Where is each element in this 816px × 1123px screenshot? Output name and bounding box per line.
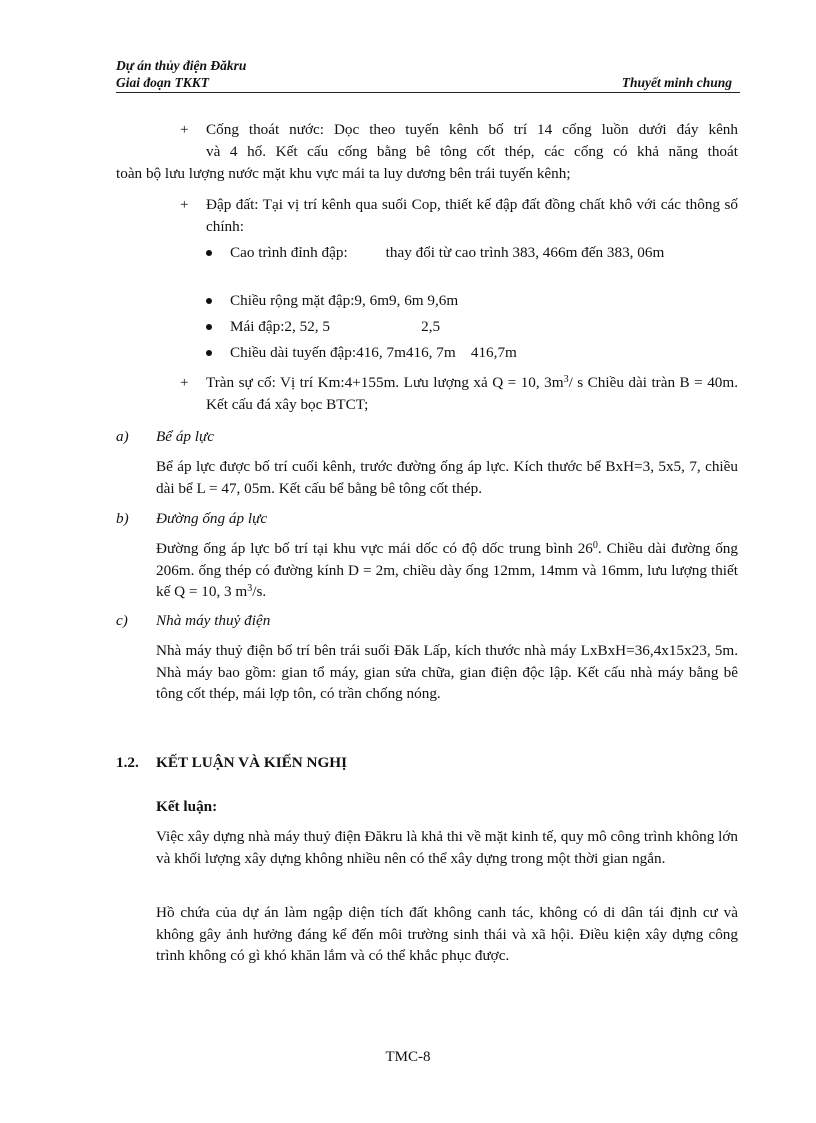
dam-param-length: Chiều dài tuyến đập:416, 7m416, 7m 416,7m bbox=[230, 344, 517, 361]
header-project: Dự án thủy điện Đăkru bbox=[116, 58, 247, 73]
plus-bullet: + bbox=[180, 374, 189, 391]
header-section: Thuyết minh chung bbox=[621, 75, 732, 90]
page-number: TMC-8 bbox=[385, 1049, 431, 1065]
section-c-label: c) bbox=[116, 612, 128, 629]
section-c-text: Nhà máy thuỷ điện bố trí bên trái suối Đăk Lấp, kích thước nhà máy LxBxH=36,4x15x23, 5m. Nhà máy bao gồm: gian tổ máy, gian sửa chữa, gian điện độc lập. Kết cấu nhà máy bằng bê tông cốt thép, mái lợp tôn, có trần chống nóng. bbox=[156, 642, 738, 702]
section-b-title: Đường ống áp lực bbox=[156, 510, 268, 527]
conclusion-subhead: Kết luận: bbox=[156, 798, 218, 815]
bullet-dot-icon bbox=[206, 298, 212, 304]
section-a-label: a) bbox=[116, 428, 129, 445]
bullet-dot-icon bbox=[206, 324, 212, 330]
bullet-dot-icon bbox=[206, 350, 212, 356]
conclusion-title: KẾT LUẬN VÀ KIẾN NGHỊ bbox=[156, 754, 348, 771]
culvert-line-3: toàn bộ lưu lượng nước mặt khu vực mái ta luy dương bên trái tuyến kênh; bbox=[116, 165, 571, 182]
culvert-line-1: Cống thoát nước: Dọc theo tuyến kênh bố trí 14 cống luồn dưới đáy kênh bbox=[206, 121, 738, 138]
dam-param-width: Chiều rộng mặt đập:9, 6m9, 6m 9,6m bbox=[230, 292, 459, 309]
header-phase: Giai đoạn TKKT bbox=[116, 75, 210, 90]
section-b-label: b) bbox=[116, 510, 129, 527]
spillway-text: Tràn sự cố: Vị trí Km:4+155m. Lưu lượng xả Q = 10, $3m^3/$ s Chiều dài tràn B = 40m. Kết cấu đá xây bọc BTCT; bbox=[206, 374, 738, 413]
section-b-text: Đường ống áp lực bố trí tại khu vực mái dốc có độ dốc trung bình $26^0$. Chiều dài đường ống 206m. ống thép có đường kính D = 2m, chiều dày ống 12mm, 14mm và 16mm, lưu lượng thiết kế Q = 10, 3 $m^3/s$. bbox=[156, 540, 738, 600]
culvert-line-2: và 4 hố. Kết cấu cống bằng bê tông cốt thép, các cống có khả năng thoát bbox=[206, 143, 738, 160]
conclusion-number: 1.2. bbox=[116, 754, 139, 771]
section-c-title: Nhà máy thuỷ điện bbox=[156, 612, 271, 629]
plus-bullet: + bbox=[180, 121, 189, 138]
dam-intro: Đập đất: Tại vị trí kênh qua suối Cop, thiết kế đập đất đồng chất khô với các thông số chính: bbox=[206, 196, 738, 235]
dam-param-crest: Cao trình đỉnh đập: thay đổi từ cao trình 383, 466m đến 383, 06m bbox=[230, 244, 665, 261]
dam-param-slope: Mái đập:2, 52, 5 2,5 bbox=[230, 318, 441, 335]
header-rule bbox=[116, 92, 740, 93]
plus-bullet: + bbox=[180, 196, 189, 213]
conclusion-para-2: Hồ chứa của dự án làm ngập diện tích đất không canh tác, không có di dân tái định cư và không gây ảnh hưởng đáng kể đến môi trường sinh thái và xã hội. Điều kiện xây dựng công trình không có gì khó khăn lắm và có thể khắc phục được. bbox=[156, 904, 738, 964]
section-a-title: Bể áp lực bbox=[156, 428, 215, 445]
section-a-text: Bể áp lực được bố trí cuối kênh, trước đường ống áp lực. Kích thước bể BxH=3, 5x5, 7, chiều dài bể L = 47, 05m. Kết cấu bể bằng bê tông cốt thép. bbox=[156, 458, 738, 497]
conclusion-para-1: Việc xây dựng nhà máy thuỷ điện Đăkru là khả thi về mặt kinh tế, quy mô công trình không lớn và khối lượng xây dựng không nhiều nên có thể xây dựng trong một thời gian ngắn. bbox=[156, 828, 738, 867]
bullet-dot-icon bbox=[206, 250, 212, 256]
